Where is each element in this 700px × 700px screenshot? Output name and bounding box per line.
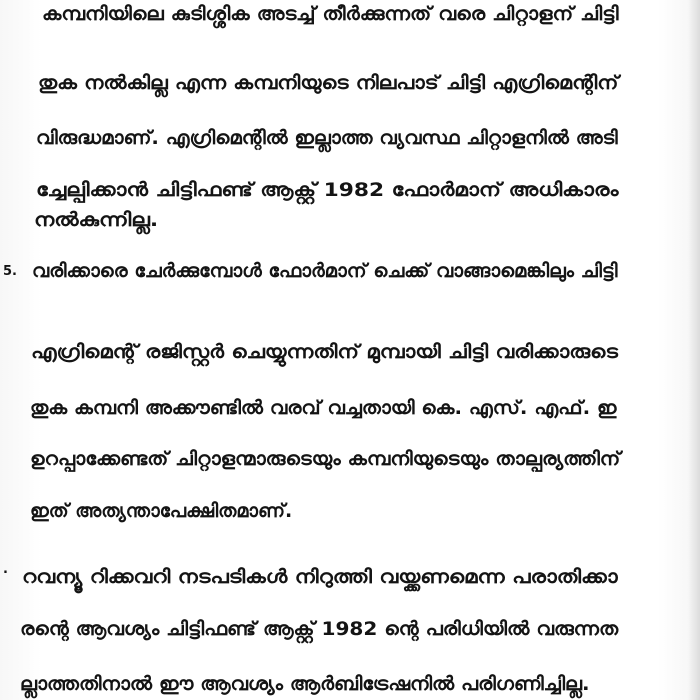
paragraph-5-line-2: എഗ്രിമെന്റ് രജിസ്റ്റർ ചെയ്യുന്നതിന് മുമ്പായി ചിട്ടി വരിക്കാരുടെ xyxy=(31,341,618,363)
paragraph-5-line-5: ഇത് അത്യന്താപേക്ഷിതമാണ്. xyxy=(30,500,293,522)
paragraph-5-line-4: ഉറപ്പാക്കേണ്ടത് ചിറ്റാളന്മാരുടെയും കമ്പനിയുടെയും താല്പര്യത്തിന് xyxy=(30,448,621,470)
paragraph-6-line-3: ല്ലാത്തതിനാൽ ഈ ആവശ്യം ആർബിട്രേഷനിൽ പരിഗണിച്ചില്ല. xyxy=(20,673,590,695)
paragraph-4-line-4: ച്ചേല്പിക്കാൻ ചിട്ടിഫണ്ട് ആക്റ്റ് 1982 ഫോർമാന് അധികാരം xyxy=(36,179,619,201)
paragraph-5-number: 5. xyxy=(3,264,17,279)
paragraph-6-line-1: റവന്യൂ റിക്കവറി നടപടികൾ നിറുത്തി വയ്ക്കണമെന്ന പരാതിക്കാ xyxy=(22,566,618,588)
paragraph-4-line-3: വിരുദ്ധമാണ്. എഗ്രിമെന്റിൽ ഇല്ലാത്ത വ്യവസ്ഥ ചിറ്റാളനിൽ അടി xyxy=(36,127,618,149)
paragraph-4-line-1: കമ്പനിയിലെ കുടിശ്ശിക അടച്ച് തീർക്കുന്നത് വരെ ചിറ്റാളന് ചിട്ടി xyxy=(42,3,619,25)
paragraph-4-line-5: നൽകുന്നില്ല. xyxy=(34,209,159,231)
scan-shadow-edge xyxy=(688,0,700,700)
paragraph-6-bullet: . xyxy=(3,562,8,577)
paragraph-6-line-2: രന്റെ ആവശ്യം ചിട്ടിഫണ്ട് ആക്റ്റ് 1982 ന്റെ പരിധിയിൽ വരുന്നത xyxy=(20,618,619,640)
paragraph-5-line-1: വരിക്കാരെ ചേർക്കുമ്പോൾ ഫോർമാന് ചെക്ക് വാങ്ങാമെങ്കിലും ചിട്ടി xyxy=(32,260,618,282)
paragraph-4-line-2: തുക നൽകില്ല എന്ന കമ്പനിയുടെ നിലപാട് ചിട്ടി എഗ്രിമെന്റിന് xyxy=(38,72,619,94)
paragraph-5-line-3: തുക കമ്പനി അക്കൗണ്ടിൽ വരവ് വച്ചതായി കെ. എസ്. എഫ്. ഇ xyxy=(30,397,617,419)
